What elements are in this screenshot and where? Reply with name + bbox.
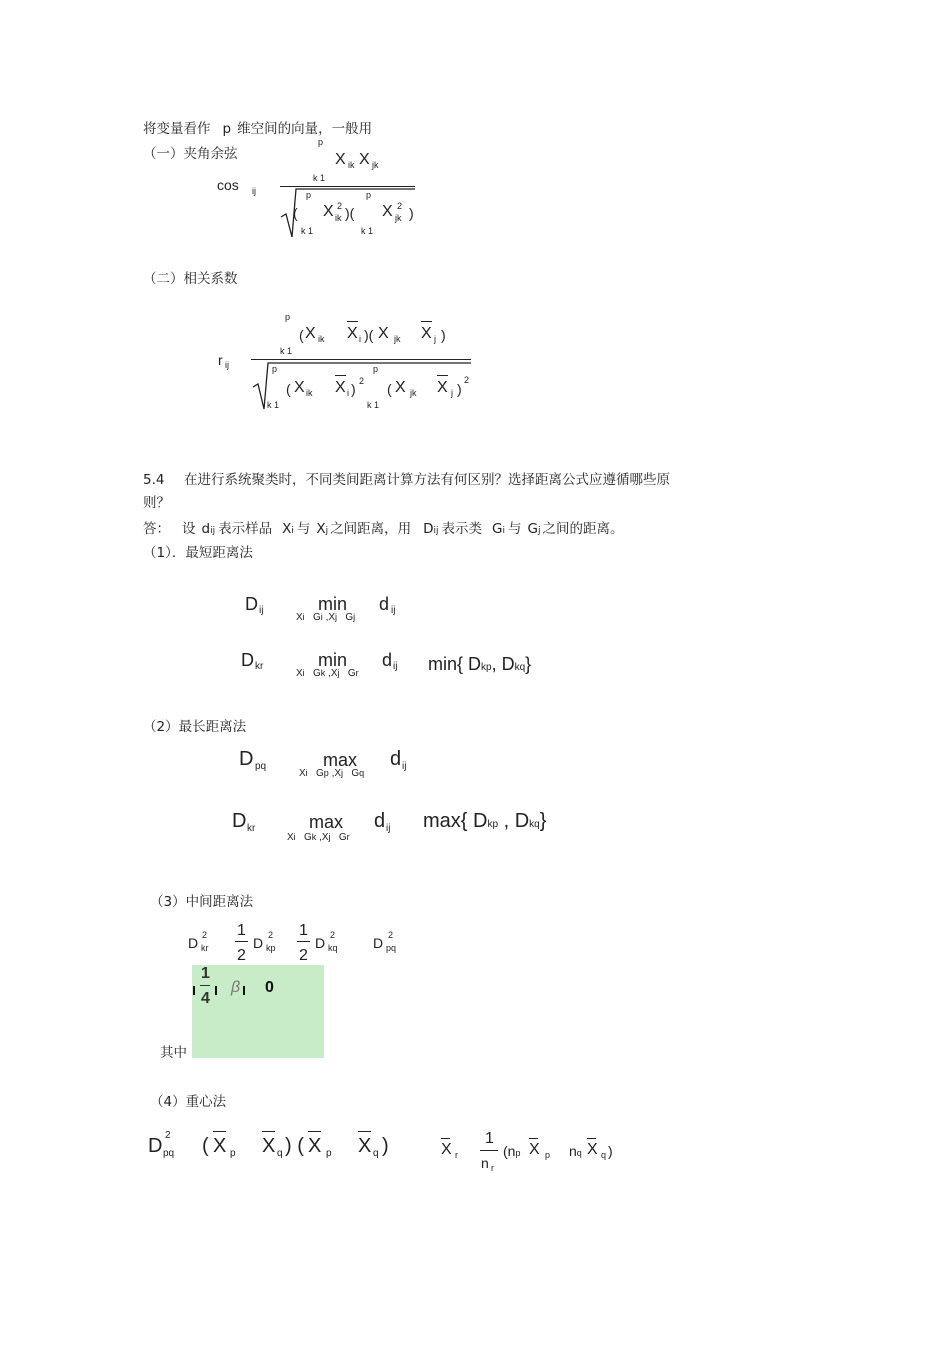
method-4-heading: （4）重心法 [150, 1094, 227, 1110]
question-number: 5.4 [143, 472, 165, 488]
heading-cosine: （一）夹角余弦 [143, 146, 238, 162]
qizhong-label: 其中 [160, 1045, 187, 1061]
intro-text: 将变量看作 p 维空间的向量，一般用 [143, 121, 373, 137]
method-3-heading: （3）中间距离法 [150, 894, 254, 910]
question-text-cont: 则？ [143, 495, 170, 511]
method-1-heading: （1）．最短距离法 [143, 545, 253, 561]
question-text: 在进行系统聚类时，不同类间距离计算方法有何区别？选择距离公式应遵循哪些原 [184, 472, 670, 488]
heading-correlation: （二）相关系数 [143, 271, 238, 287]
answer-line: 答： 设 dij 表示样品 Xi 与 Xj 之间距离，用 Dij 表示类 Gi 与 Gj 之间的距离。 [143, 521, 624, 537]
method-2-heading: （2）最长距离法 [143, 719, 247, 735]
beta-parameter-box [192, 965, 324, 1058]
